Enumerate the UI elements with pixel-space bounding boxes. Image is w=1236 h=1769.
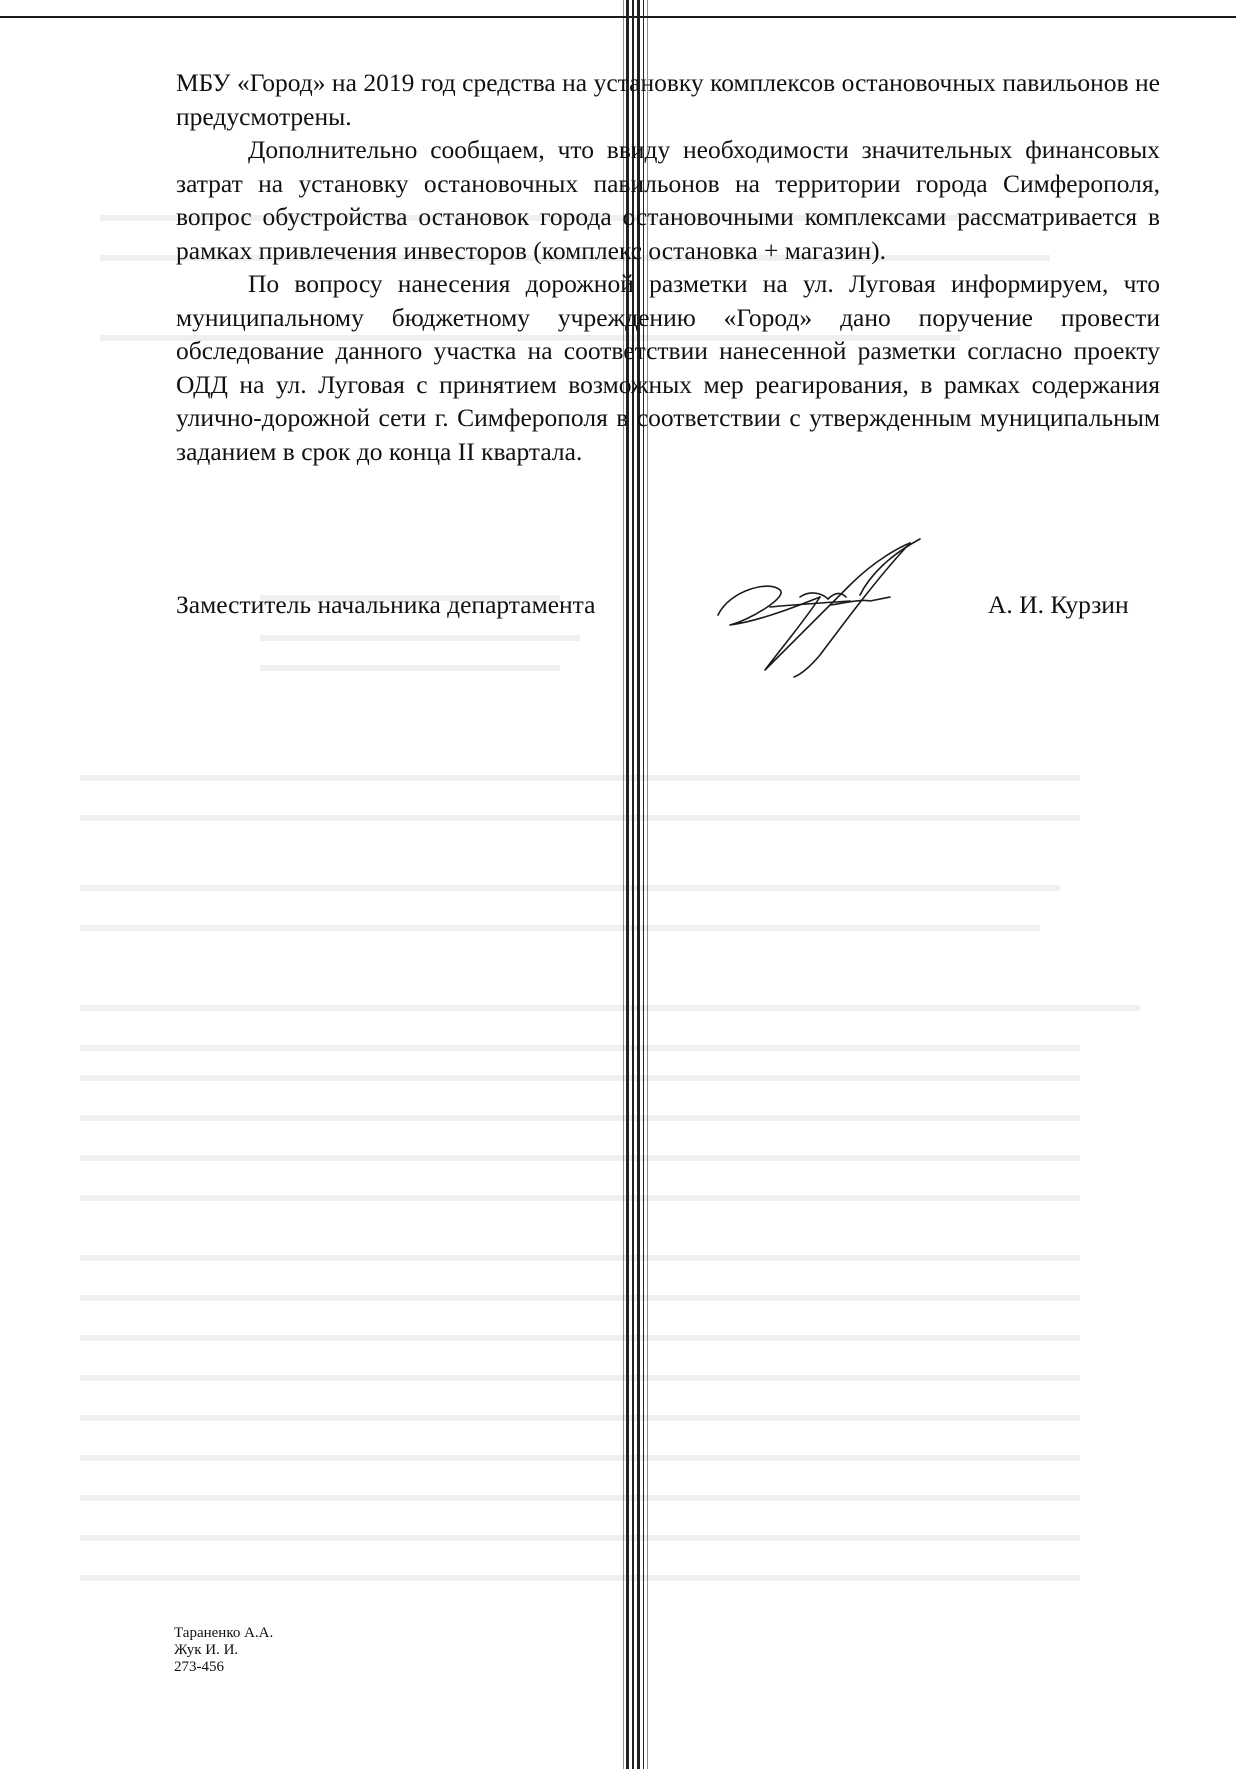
signatory-name: А. И. Курзин — [988, 590, 1129, 619]
paragraph-pavilions: Дополнительно сообщаем, что ввиду необходимости значительных финансовых затрат на установку остановочных павильонов на территории города Симферополя, вопрос обустройства остановок города остановочными комплексами рассматривается в рамках привлечения инвесторов (комплекс остановка + магазин). — [176, 135, 1160, 265]
executor-name: Тараненко А.А. — [174, 1625, 274, 1641]
top-scan-edge — [0, 16, 1236, 18]
executor-phone: 273-456 — [174, 1659, 224, 1675]
letter-body — [176, 66, 1160, 468]
signatory-title: Заместитель начальника департамента — [176, 590, 596, 619]
executors-block — [174, 1625, 273, 1676]
executor-name: Жук И. И. — [174, 1642, 239, 1658]
paragraph-road-marking: По вопросу нанесения дорожной разметки на ул. Луговая информируем, что муниципальному бюджетному учреждению «Город» дано поручение провести обследование данного участка на соответствии нанесенной разметки согласно проекту ОДД на ул. Луговая с принятием возможных мер реагирования, в рамках содержания улично-дорожной сети г. Симферополя в соответствии с утвержденным муниципальным заданием в срок до конца II квартала. — [176, 269, 1160, 466]
handwritten-signature — [710, 535, 960, 695]
paragraph-funding: МБУ «Город» на 2019 год средства на установку комплексов остановочных павильонов не предусмотрены. — [176, 68, 1160, 131]
